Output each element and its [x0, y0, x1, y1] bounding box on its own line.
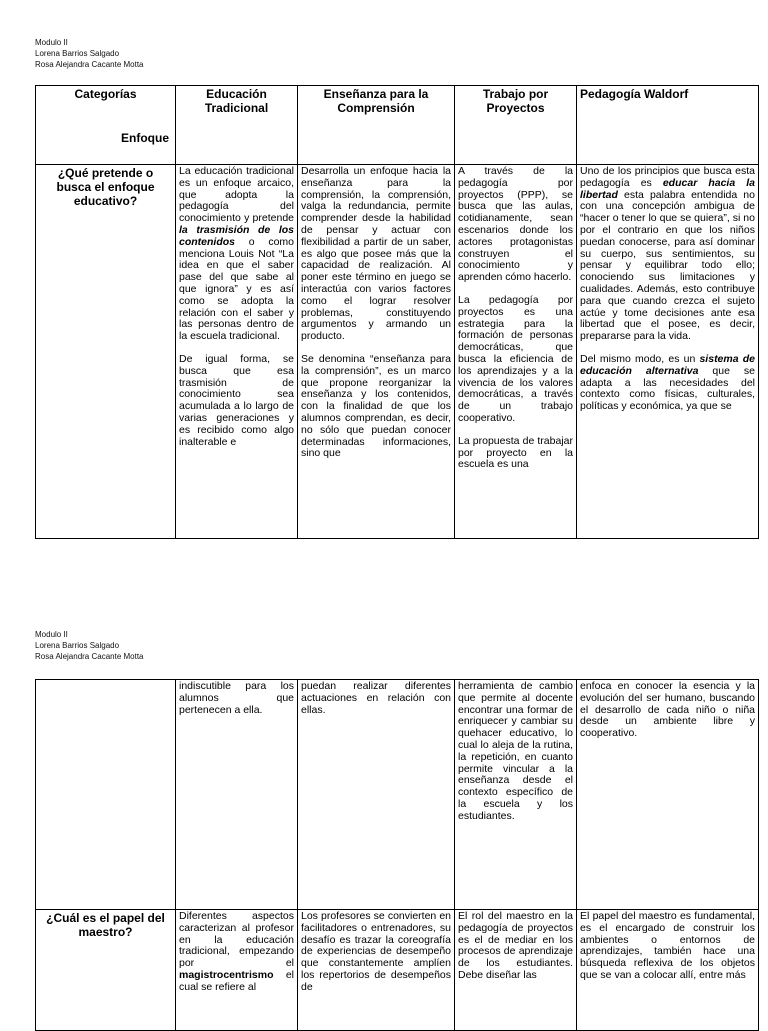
cell-pretende-proyectos	[455, 165, 577, 539]
paragraph: enfoca en conocer la esencia y la evolución del ser humano, buscando el desarrollo de cada niño o niña desde un ambiente libre y cooperativo.	[580, 681, 755, 740]
emphasis-text: sistema de educación alternativa	[580, 352, 755, 377]
header-module: Modulo II	[35, 630, 68, 639]
cell-maestro-comprension	[298, 910, 455, 1031]
text-fragment: Uno de los principios que busca esta pedagogía es	[580, 166, 755, 189]
paragraph: puedan realizar diferentes actuaciones en relación con ellas.	[301, 681, 451, 716]
category-empty	[36, 680, 176, 910]
paragraph: Los profesores se convierten en facilitadores o entrenadores, su desafío es trazar la coreografía de experiencias de desempeño que constantemente amplíen los repertorios de desempeños de	[301, 911, 451, 993]
header-author-1: Lorena Barrios Salgado	[35, 49, 120, 58]
cell-cont-proyectos	[455, 680, 577, 910]
enfoque-label: Enfoque	[121, 131, 169, 145]
cell-cont-waldorf	[577, 680, 759, 910]
emphasis-text: educar hacia la libertad	[580, 176, 755, 201]
comparison-table-part-1	[35, 85, 759, 539]
cell-cont-tradicional	[176, 680, 298, 910]
text-fragment: Diferentes aspectos caracterizan al profesor en la educación tradicional, empezando por el	[179, 911, 294, 970]
cell-maestro-tradicional	[176, 910, 298, 1031]
col-header-comprension: Enseñanza para la Comprensión	[298, 86, 455, 165]
header-module: Modulo II	[35, 38, 68, 47]
header-author-2: Rosa Alejandra Cacante Motta	[35, 60, 144, 69]
cell-pretende-waldorf	[577, 165, 759, 539]
paragraph: A través de la pedagogía por proyectos (PPP), se busca que las aulas, cotidianamente, sean escenarios donde los actores protagonistas construyen el conocimiento y aprenden cómo hacerlo.	[458, 166, 573, 284]
cell-pretende-comprension	[298, 165, 455, 539]
paragraph: La propuesta de trabajar por proyecto en la escuela es una	[458, 434, 573, 471]
paragraph: Desarrolla un enfoque hacia la enseñanza para la comprensión, la comprensión, valga la redundancia, permite comprender desde la habilidad de pensar y actuar con flexibilidad a partir de un saber, es algo que posee más que la capacidad de realización. Al poner este término en juego se interactúa con varios factores como el lograr resolver problemas, constituyendo argumentos y armando un producto.	[301, 166, 451, 343]
paragraph: El rol del maestro en la pedagogía de proyectos es el de mediar en los procesos de aprendizaje de los estudiantes. Debe diseñar las	[458, 911, 573, 981]
text-fragment: que se adapta a las necesidades del contexto como físicas, culturales, políticas y económica, ya que se	[580, 364, 755, 413]
header-author-1: Lorena Barrios Salgado	[35, 641, 120, 650]
table-row-continuation	[36, 680, 759, 910]
emphasis-text: magistrocentrismo	[179, 968, 274, 981]
table-header-row	[36, 86, 759, 165]
category-pretende: ¿Qué pretende o busca el enfoque educativo?	[36, 165, 176, 539]
cell-maestro-waldorf	[577, 910, 759, 1031]
paragraph: La pedagogía por proyectos es una estrategia para la formación de personas democráticas, que busca la eficiencia de los aprendizajes y a la vivencia de los valores democráticas, a través de un trabajo cooperativo.	[458, 293, 573, 424]
page-2	[0, 600, 768, 1024]
emphasis-text: la trasmisión de los contenidos	[179, 223, 294, 248]
text-fragment: Del mismo modo, es un	[580, 352, 700, 365]
header-author-2: Rosa Alejandra Cacante Motta	[35, 652, 144, 661]
comparison-table-part-2	[35, 679, 759, 1031]
table-row-pretende	[36, 165, 759, 539]
cell-cont-comprension	[298, 680, 455, 910]
categorias-label: Categorías	[74, 87, 137, 101]
col-header-waldorf: Pedagogía Waldorf	[577, 86, 759, 165]
paragraph: herramienta de cambio que permite al docente encontrar una formar de enriquecer y cambiar su quehacer educativo, lo cual lo aleja de la rutina, la repetición, en cuanto permite vincular a la enseñanza desde el contexto específico de la escuela y los estudiantes.	[458, 681, 573, 822]
cell-pretende-tradicional	[176, 165, 298, 539]
paragraph: indiscutible para los alumnos que pertenecen a ella.	[179, 681, 294, 716]
paragraph: El papel del maestro es fundamental, es el encargado de construir los ambientes o entornos de aprendizajes, también hace una búsqueda reflexiva de los objetos que se van a colocar allí, entre más	[580, 911, 755, 981]
col-header-tradicional: Educación Tradicional	[176, 86, 298, 165]
paragraph: Se denomina “enseñanza para la comprensión”, es un marco que propone reorganizar la enseñanza y los contenidos, con la finalidad de que los alumnos comprendan, es decir, no sólo que puedan conocer determinadas informaciones, sino que	[301, 352, 451, 460]
col-header-proyectos: Trabajo por Proyectos	[455, 86, 577, 165]
page-header	[35, 629, 144, 662]
table-row-maestro	[36, 910, 759, 1031]
text-fragment: o como menciona Louis Not “La idea en que el saber pase del que sabe al que ignora” y es así como se adopta la relación con el saber y las personas dentro de la escuela tradicional.	[179, 235, 294, 343]
text-fragment: el cual se refiere al	[179, 968, 294, 993]
text-fragment: esta palabra entendida no con una concepción ambigua de “hacer o tener lo que se quiera”, si no por el contrario en que los niños puedan conocerse, para así dominar su cuerpo, sus sentimientos, su pensar y equilibrar todo ello; conociendo sus limitaciones y cualidades. Además, esto contribuye para que cuando crezca el sujeto actúe y tome decisiones ante esa libertad que el posee, es decir, prepararse para la vida.	[580, 188, 755, 343]
page-header	[35, 37, 144, 70]
paragraph: De igual forma, se busca que esa trasmisión de conocimiento sea acumulada a lo largo de varias generaciones y es recibido como algo inalterable e	[179, 352, 294, 448]
category-maestro: ¿Cuál es el papel del maestro?	[36, 910, 176, 1031]
col-header-categorias	[36, 86, 176, 165]
text-fragment: La educación tradicional es un enfoque arcaico, que adopta la pedagogía del conocimiento y pretende	[179, 166, 294, 225]
cell-maestro-proyectos	[455, 910, 577, 1031]
